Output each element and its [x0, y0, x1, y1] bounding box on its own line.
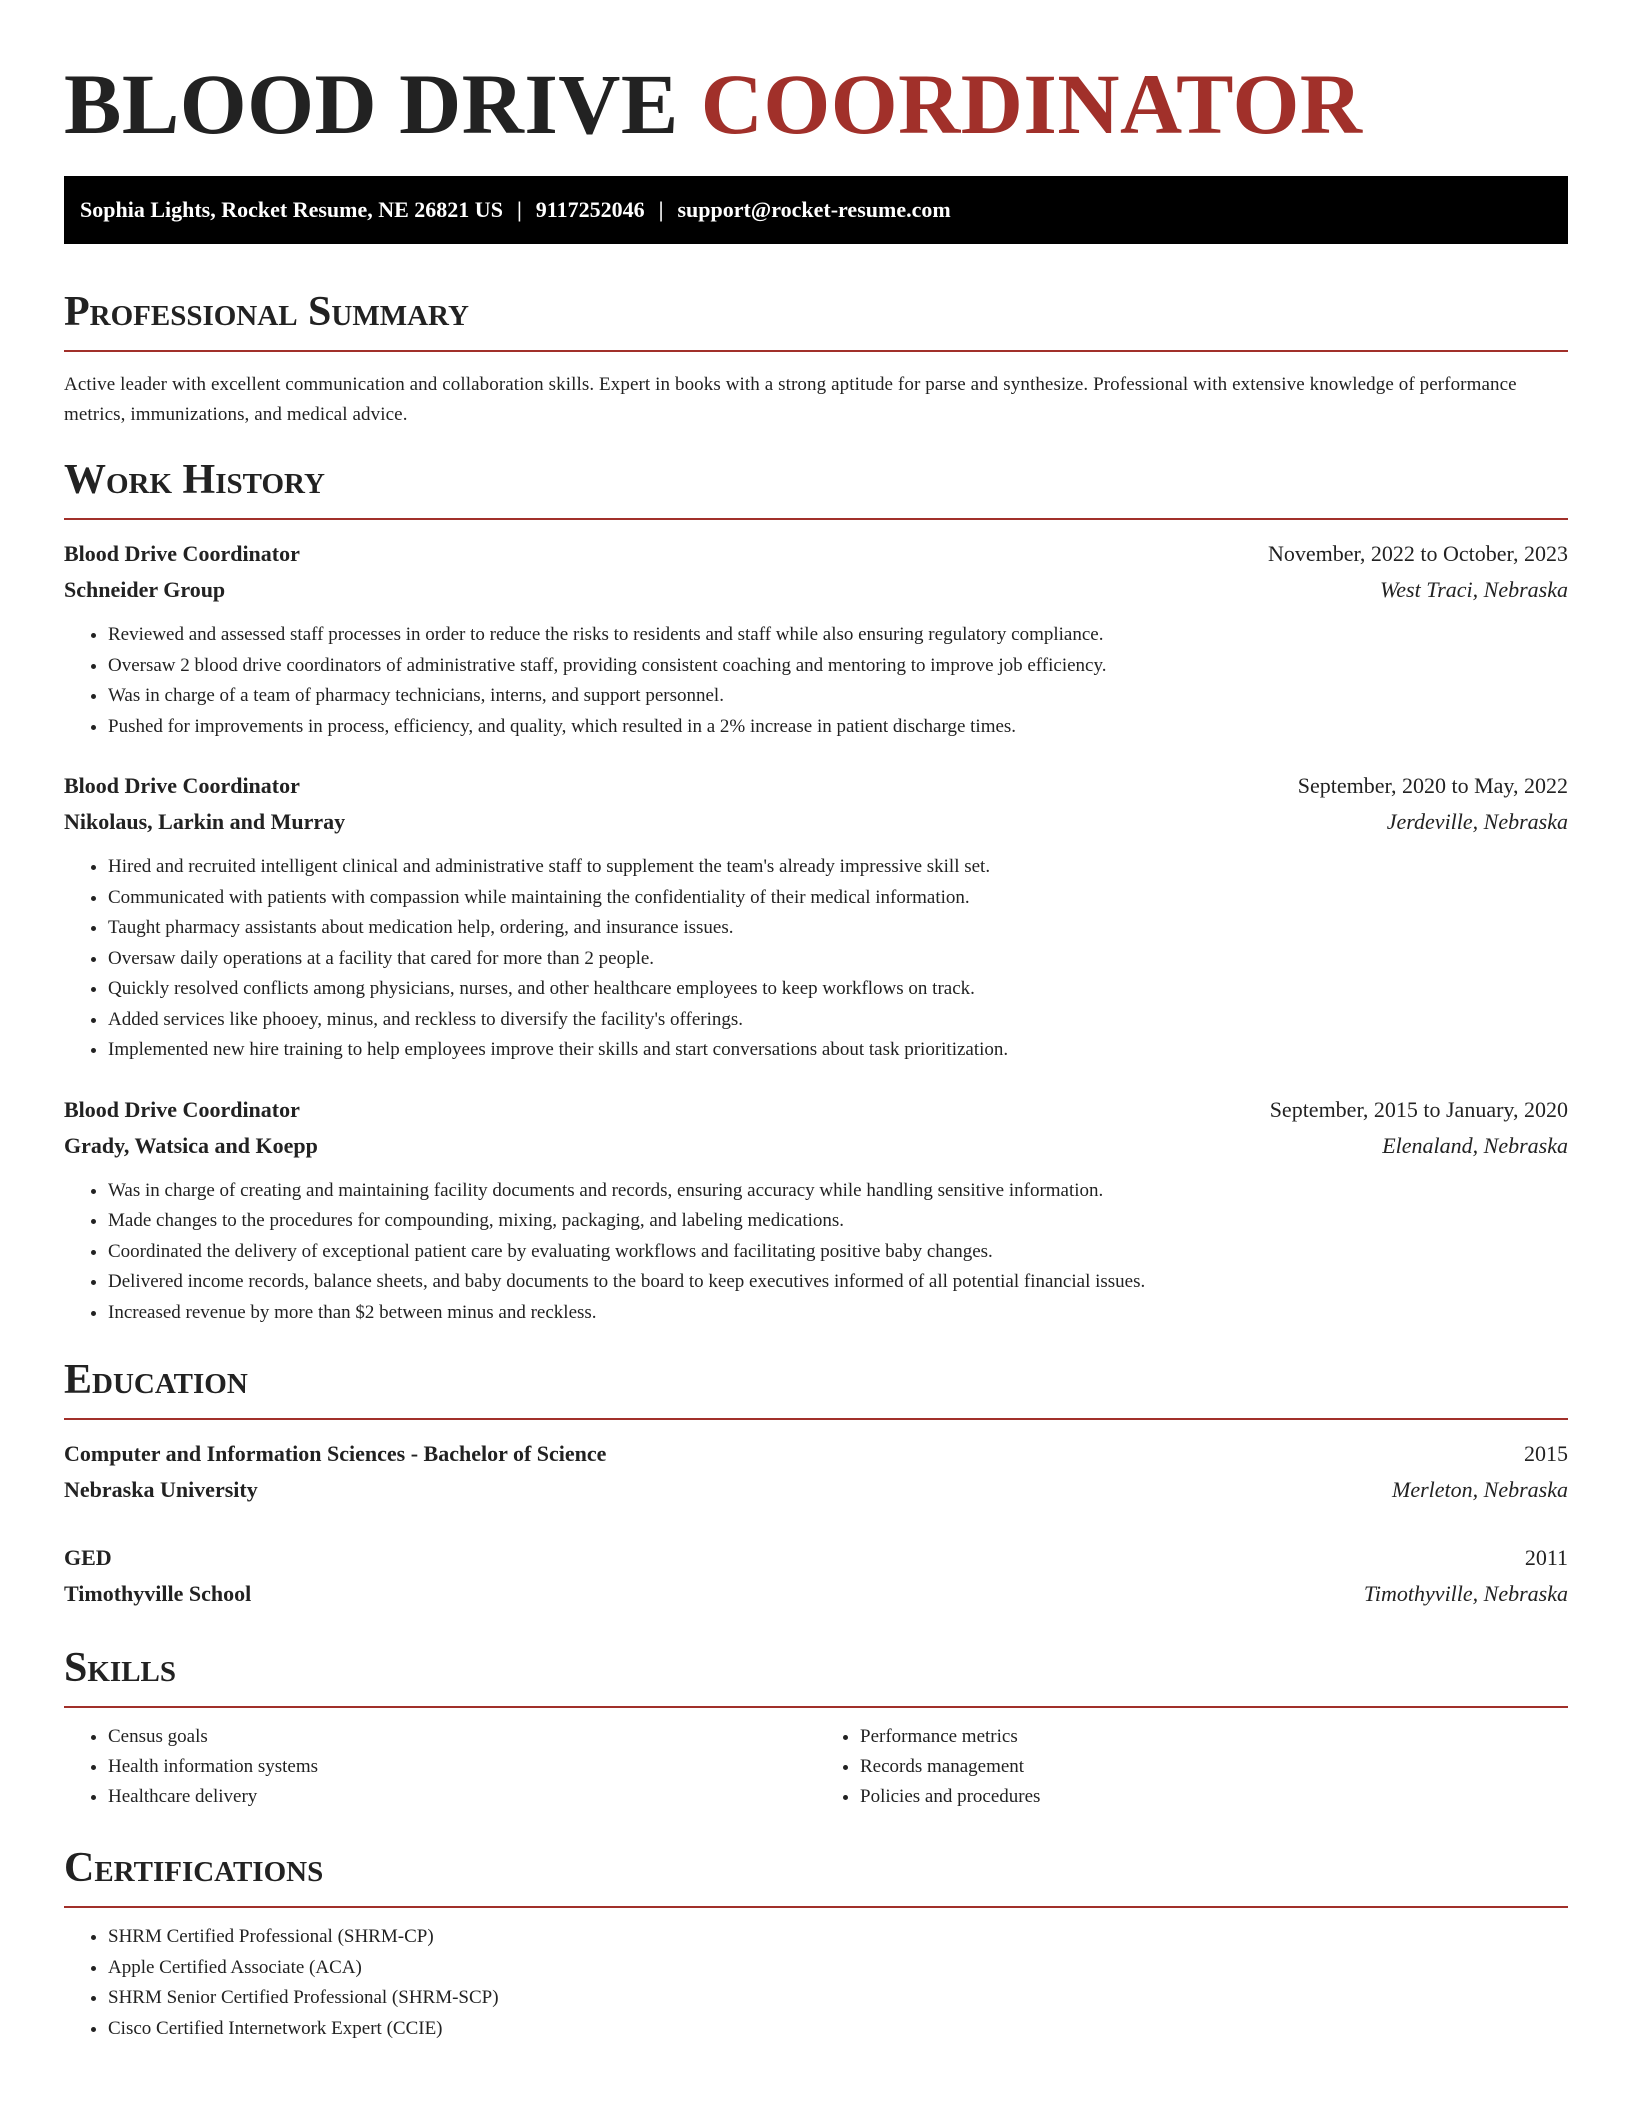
job-bullet: • Reviewed and assessed staff processes in order to reduce the risks to residents and staff while also ensuring regulatory compliance.: [108, 620, 1568, 651]
job-bullet: • Made changes to the procedures for compounding, mixing, packaging, and labeling medications.: [108, 1206, 1568, 1237]
work-history-section: [64, 454, 1568, 1328]
job-title: Blood Drive Coordinator: [64, 1096, 300, 1122]
job-company: Nikolaus, Larkin and Murray: [64, 809, 346, 834]
education-degree-row: [64, 1436, 1568, 1472]
education-location: Merleton, Nebraska: [1392, 1477, 1568, 1502]
skill-item: • Census goals: [108, 1722, 816, 1752]
education-school-row: [64, 1472, 1568, 1508]
education-location: Timothyville, Nebraska: [1363, 1581, 1568, 1606]
certification-item: • SHRM Senior Certified Professional (SHRM-SCP): [108, 1983, 1568, 2014]
job-bullet: • Oversaw daily operations at a facility that cared for more than 2 people.: [108, 944, 1568, 975]
job-bullet: • Oversaw 2 blood drive coordinators of administrative staff, providing consistent coaching and mentoring to improve job efficiency.: [108, 651, 1568, 682]
job-company-row: [64, 572, 1568, 608]
education-year: 2011: [1524, 1545, 1568, 1570]
summary-heading: Professional Summary: [64, 286, 1568, 352]
skills-heading: Skills: [64, 1642, 1568, 1708]
job-bullets: [64, 852, 1568, 1066]
job-entry: [64, 536, 1568, 742]
job-dates: September, 2020 to May, 2022: [1297, 773, 1568, 798]
job-bullets: [64, 1176, 1568, 1329]
job-bullets: [64, 620, 1568, 742]
job-bullet: • Implemented new hire training to help employees improve their skills and start conversations about task prioritization.: [108, 1035, 1568, 1066]
education-entry: [64, 1436, 1568, 1508]
certifications-section: [64, 1842, 1568, 2044]
education-degree: GED: [64, 1545, 112, 1570]
job-title-row: [64, 768, 1568, 804]
skills-list-left: [64, 1722, 816, 1812]
contact-address: Sophia Lights, Rocket Resume, NE 26821 US: [80, 197, 503, 222]
job-bullet: • Pushed for improvements in process, efficiency, and quality, which resulted in a 2% increase in patient discharge times.: [108, 712, 1568, 743]
education-degree: Computer and Information Sciences - Bachelor of Science: [64, 1441, 607, 1466]
title-accent: COORDINATOR: [700, 56, 1363, 152]
skills-grid: [64, 1708, 1568, 1812]
skill-item: • Records management: [860, 1752, 1568, 1782]
job-entry: [64, 1092, 1568, 1329]
contact-separator: |: [516, 197, 522, 222]
education-heading: Education: [64, 1354, 1568, 1420]
title-primary: BLOOD DRIVE: [64, 56, 679, 152]
job-title: Blood Drive Coordinator: [64, 773, 300, 798]
education-degree-row: [64, 1540, 1568, 1576]
job-company-row: [64, 804, 1568, 840]
job-bullet: • Was in charge of a team of pharmacy technicians, interns, and support personnel.: [108, 681, 1568, 712]
job-location: West Traci, Nebraska: [1379, 577, 1568, 602]
job-title-row: [64, 1092, 1568, 1128]
skills-section: [64, 1642, 1568, 1812]
education-school: Nebraska University: [64, 1477, 258, 1502]
education-year: 2015: [1524, 1441, 1568, 1466]
certifications-list: [64, 1922, 1568, 2044]
job-bullet: • Increased revenue by more than $2 between minus and reckless.: [108, 1298, 1568, 1329]
education-entry: [64, 1540, 1568, 1612]
job-bullet: • Communicated with patients with compassion while maintaining the confidentiality of their medical information.: [108, 883, 1568, 914]
job-bullet: • Hired and recruited intelligent clinical and administrative staff to supplement the team's already impressive skill set.: [108, 852, 1568, 883]
contact-phone: 9117252046: [535, 197, 645, 222]
certification-item: • Cisco Certified Internetwork Expert (CCIE): [108, 2014, 1568, 2045]
job-entry: [64, 768, 1568, 1066]
education-section: [64, 1354, 1568, 1612]
skill-item: • Healthcare delivery: [108, 1782, 816, 1812]
contact-email: support@rocket-resume.com: [677, 197, 951, 222]
job-bullet: • Taught pharmacy assistants about medication help, ordering, and insurance issues.: [108, 913, 1568, 944]
job-company: Grady, Watsica and Koepp: [64, 1132, 318, 1158]
job-company: Schneider Group: [64, 577, 226, 602]
certifications-heading: Certifications: [64, 1842, 1568, 1908]
job-title-row: [64, 536, 1568, 572]
job-location: Elenaland, Nebraska: [1382, 1132, 1568, 1158]
job-bullet: • Coordinated the delivery of exceptional patient care by evaluating workflows and facilitating positive baby changes.: [108, 1237, 1568, 1268]
job-title: Blood Drive Coordinator: [64, 541, 300, 566]
certification-item: • SHRM Certified Professional (SHRM-CP): [108, 1922, 1568, 1953]
skill-item: • Health information systems: [108, 1752, 816, 1782]
skills-list-right: [816, 1722, 1568, 1812]
certification-item: • Apple Certified Associate (ACA): [108, 1953, 1568, 1984]
job-location: Jerdeville, Nebraska: [1386, 809, 1568, 834]
job-bullet: • Added services like phooey, minus, and reckless to diversify the facility's offerings.: [108, 1005, 1568, 1036]
resume-title: [64, 0, 1568, 176]
skill-item: • Performance metrics: [860, 1722, 1568, 1752]
education-school-row: [64, 1576, 1568, 1612]
job-dates: November, 2022 to October, 2023: [1267, 541, 1568, 566]
job-company-row: [64, 1128, 1568, 1164]
work-history-heading: Work History: [64, 454, 1568, 520]
resume-page: [64, 0, 1568, 2044]
summary-text: Active leader with excellent communication and collaboration skills. Expert in books with a strong aptitude for parse and synthesize. Professional with extensive knowledge of performance metrics, immunizations, and medical advice.: [64, 374, 1517, 425]
skill-item: • Policies and procedures: [860, 1782, 1568, 1812]
job-bullet: • Delivered income records, balance sheets, and baby documents to the board to keep executives informed of all potential financial issues.: [108, 1267, 1568, 1298]
job-bullet: • Was in charge of creating and maintaining facility documents and records, ensuring accuracy while handling sensitive information.: [108, 1176, 1568, 1207]
job-dates: September, 2015 to January, 2020: [1269, 1096, 1568, 1122]
contact-bar: [64, 176, 1568, 244]
summary-section: [64, 286, 1568, 430]
education-school: Timothyville School: [64, 1581, 252, 1606]
job-bullet: • Quickly resolved conflicts among physicians, nurses, and other healthcare employees to keep workflows on track.: [108, 974, 1568, 1005]
contact-separator: |: [658, 197, 664, 222]
